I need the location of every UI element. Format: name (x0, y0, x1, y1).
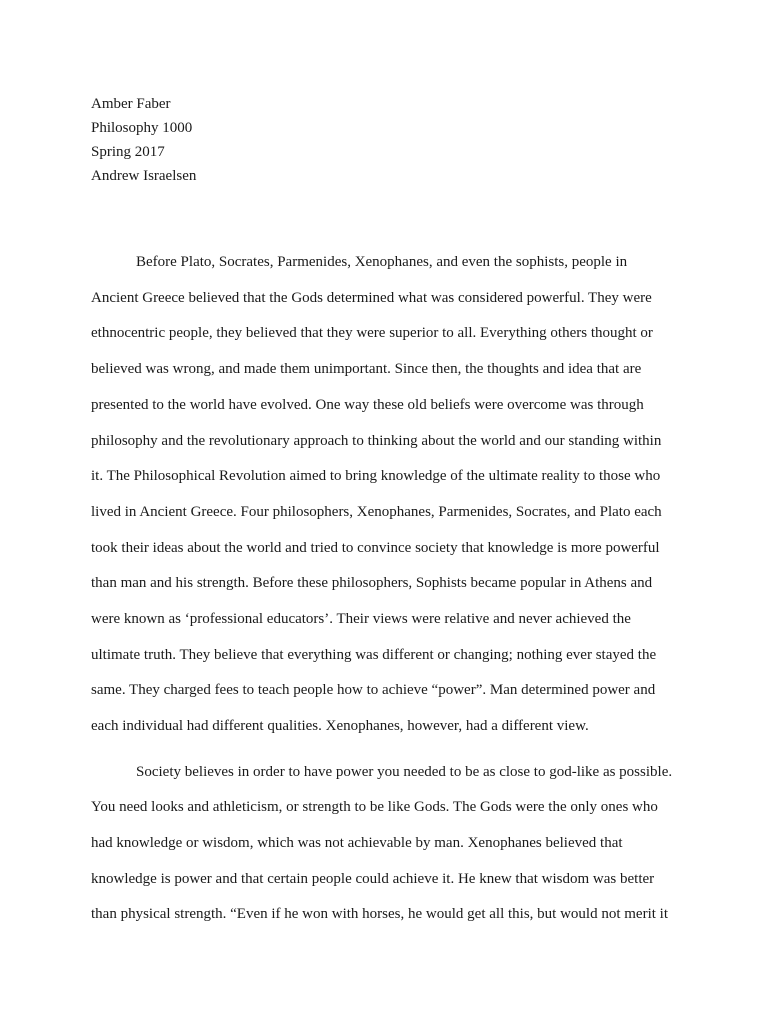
paragraph-2-line: had knowledge or wisdom, which was not achievable by man. Xenophanes believed that (91, 835, 623, 851)
paragraph-1-line: ultimate truth. They believe that everything was different or changing; nothing ever stayed the (91, 647, 657, 663)
paragraph-1-line: Ancient Greece believed that the Gods determined what was considered powerful. They were (91, 290, 652, 306)
paragraph-1-line: each individual had different qualities. Xenophanes, however, had a different view. (91, 718, 589, 734)
paragraph-2-line: than physical strength. “Even if he won with horses, he would get all this, but would not merit it (91, 906, 668, 922)
paragraph-1-line: lived in Ancient Greece. Four philosophers, Xenophanes, Parmenides, Socrates, and Plato each (91, 504, 662, 520)
paragraph-1-line: same. They charged fees to teach people how to achieve “power”. Man determined power and (91, 682, 656, 698)
paragraph-1-line: believed was wrong, and made them unimportant. Since then, the thoughts and idea that are (91, 361, 642, 377)
paragraph-1-line: philosophy and the revolutionary approach to thinking about the world and our standing within (91, 433, 662, 449)
instructor-name: Andrew Israelsen (91, 168, 197, 184)
course-name: Philosophy 1000 (91, 120, 193, 136)
paragraph-1-line: it. The Philosophical Revolution aimed to bring knowledge of the ultimate reality to those who (91, 468, 661, 484)
paragraph-1-line: were known as ‘professional educators’. Their views were relative and never achieved the (91, 611, 631, 627)
paragraph-1-line: took their ideas about the world and tried to convince society that knowledge is more powerful (91, 540, 660, 556)
paragraph-1-line: ethnocentric people, they believed that they were superior to all. Everything others thought or (91, 325, 653, 341)
paper-header (91, 92, 196, 188)
paragraph-1-line: presented to the world have evolved. One way these old beliefs were overcome was through (91, 397, 644, 413)
paragraph-1-line: Before Plato, Socrates, Parmenides, Xenophanes, and even the sophists, people in (136, 254, 628, 270)
paragraph-2-line: You need looks and athleticism, or strength to be like Gods. The Gods were the only ones who (91, 799, 658, 815)
term: Spring 2017 (91, 144, 165, 160)
paragraph-2-line: knowledge is power and that certain people could achieve it. He knew that wisdom was better (91, 871, 655, 887)
author-name: Amber Faber (91, 96, 171, 112)
paragraph-2-line: Society believes in order to have power you needed to be as close to god-like as possible. (136, 764, 673, 780)
paragraph-1-line: than man and his strength. Before these philosophers, Sophists became popular in Athens and (91, 575, 653, 591)
